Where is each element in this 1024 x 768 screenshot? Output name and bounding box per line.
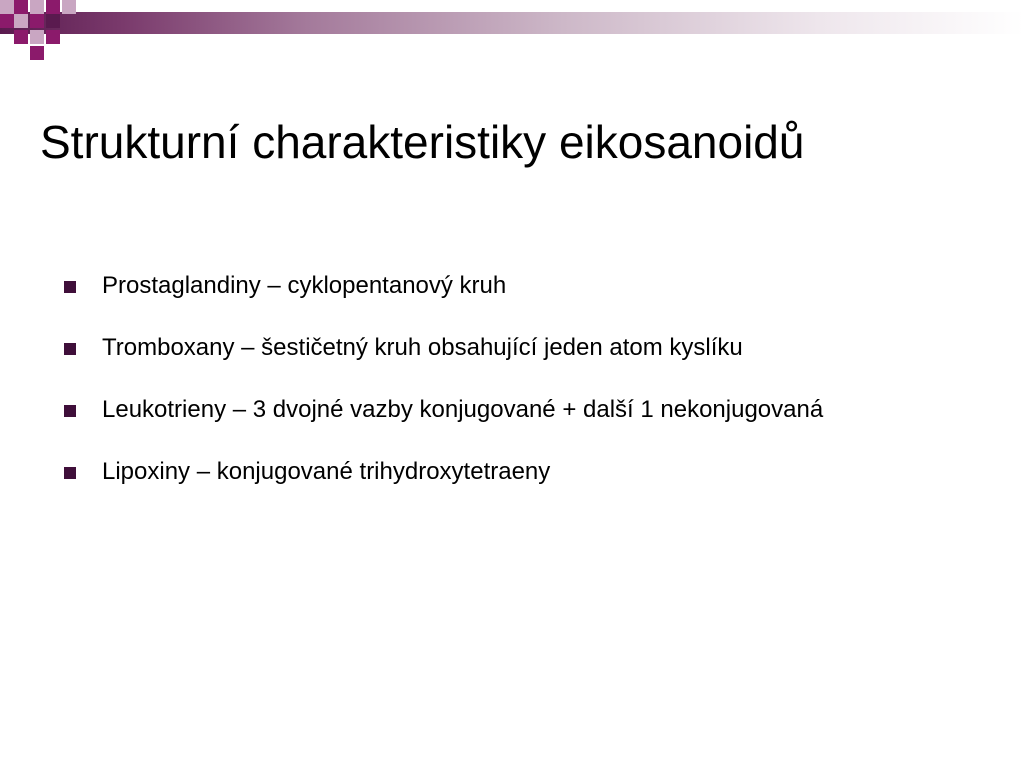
- checker-square: [46, 14, 60, 28]
- checker-square: [0, 14, 14, 28]
- checker-square: [30, 30, 44, 44]
- checker-square: [46, 30, 60, 44]
- bullet-item: [64, 392, 1004, 454]
- checker-square: [14, 14, 28, 28]
- checker-square: [30, 46, 44, 60]
- square-bullet-icon: [64, 467, 76, 479]
- bullet-item: [64, 330, 1004, 392]
- bullet-list: [64, 268, 1004, 516]
- checker-square: [30, 0, 44, 14]
- square-bullet-icon: [64, 405, 76, 417]
- bullet-text: Lipoxiny – konjugované trihydroxytetraeny: [102, 458, 551, 485]
- slide-title: Strukturní charakteristiky eikosanoidů: [40, 116, 805, 168]
- checker-square: [14, 0, 28, 14]
- checker-square: [0, 0, 14, 14]
- square-bullet-icon: [64, 281, 76, 293]
- checker-square: [30, 14, 44, 28]
- checker-square: [14, 30, 28, 44]
- checker-square: [46, 0, 60, 14]
- checker-square: [62, 0, 76, 14]
- bullet-item: [64, 268, 1004, 330]
- bullet-text: Tromboxany – šestičetný kruh obsahující jeden atom kyslíku: [102, 334, 743, 361]
- square-bullet-icon: [64, 343, 76, 355]
- bullet-text: Leukotrieny – 3 dvojné vazby konjugované + další 1 nekonjugovaná: [102, 396, 824, 423]
- bullet-item: [64, 454, 1004, 516]
- bullet-text: Prostaglandiny – cyklopentanový kruh: [102, 272, 507, 299]
- header-gradient-bar: [0, 12, 1024, 34]
